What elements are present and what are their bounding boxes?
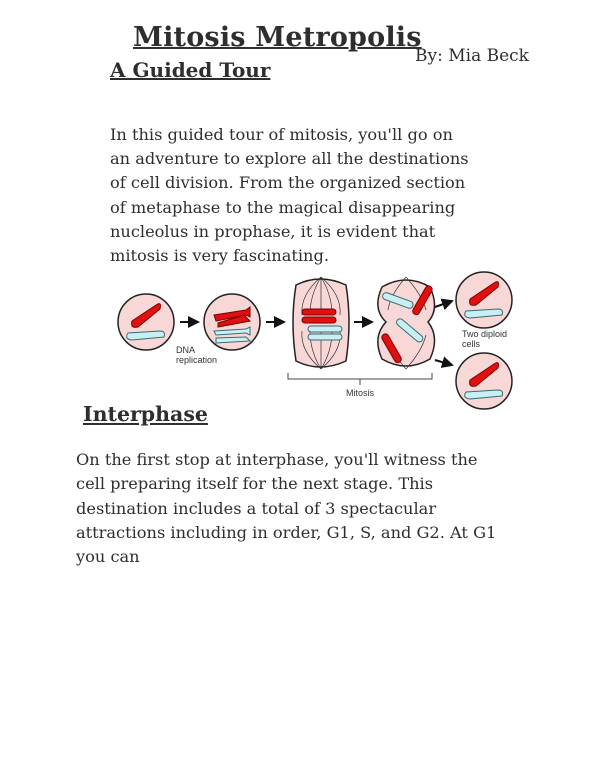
replication-label: replication: [176, 355, 218, 365]
page-subtitle: A Guided Tour: [110, 58, 271, 82]
mitosis-bracket: [288, 373, 432, 385]
two-diploid-label: Two diploid: [462, 329, 508, 339]
replicated-cell: [204, 294, 260, 350]
intro-line: an adventure to explore all the destinations: [110, 149, 469, 169]
body-line: you can: [76, 547, 140, 567]
body-line: cell preparing itself for the next stage. This: [76, 474, 434, 494]
author-byline: By: Mia Beck: [415, 46, 529, 66]
body-line: On the first stop at interphase, you'll witness the: [76, 450, 478, 469]
intro-line: mitosis is very fascinating.: [110, 246, 329, 266]
interphase-paragraph: [76, 448, 526, 569]
dna-label: DNA: [176, 345, 196, 355]
section-heading: Interphase: [83, 402, 208, 426]
arrow-icon: [435, 301, 452, 307]
intro-line: of cell division. From the organized section: [110, 173, 466, 193]
page-title: Mitosis Metropolis: [133, 22, 422, 53]
metaphase-cell: [293, 277, 349, 369]
body-line: attractions including in order, G1, S, and G2. At G1: [76, 522, 497, 542]
mitosis-diagram: [110, 265, 530, 415]
intro-line: of metaphase to the magical disappearing: [110, 197, 456, 217]
mitosis-label: Mitosis: [346, 388, 375, 398]
intro-paragraph: [110, 123, 500, 268]
intro-line: In this guided tour of mitosis, you'll go on: [110, 125, 453, 144]
parent-cell: [118, 294, 174, 350]
anaphase-cell: [378, 277, 435, 369]
body-line: destination includes a total of 3 spectacular: [76, 498, 437, 518]
cells-label: cells: [462, 339, 481, 349]
daughter-cell-top: [456, 272, 512, 328]
daughter-cell-bottom: [456, 353, 512, 409]
intro-line: nucleolus in prophase, it is evident that: [110, 221, 436, 241]
arrow-icon: [435, 360, 452, 365]
